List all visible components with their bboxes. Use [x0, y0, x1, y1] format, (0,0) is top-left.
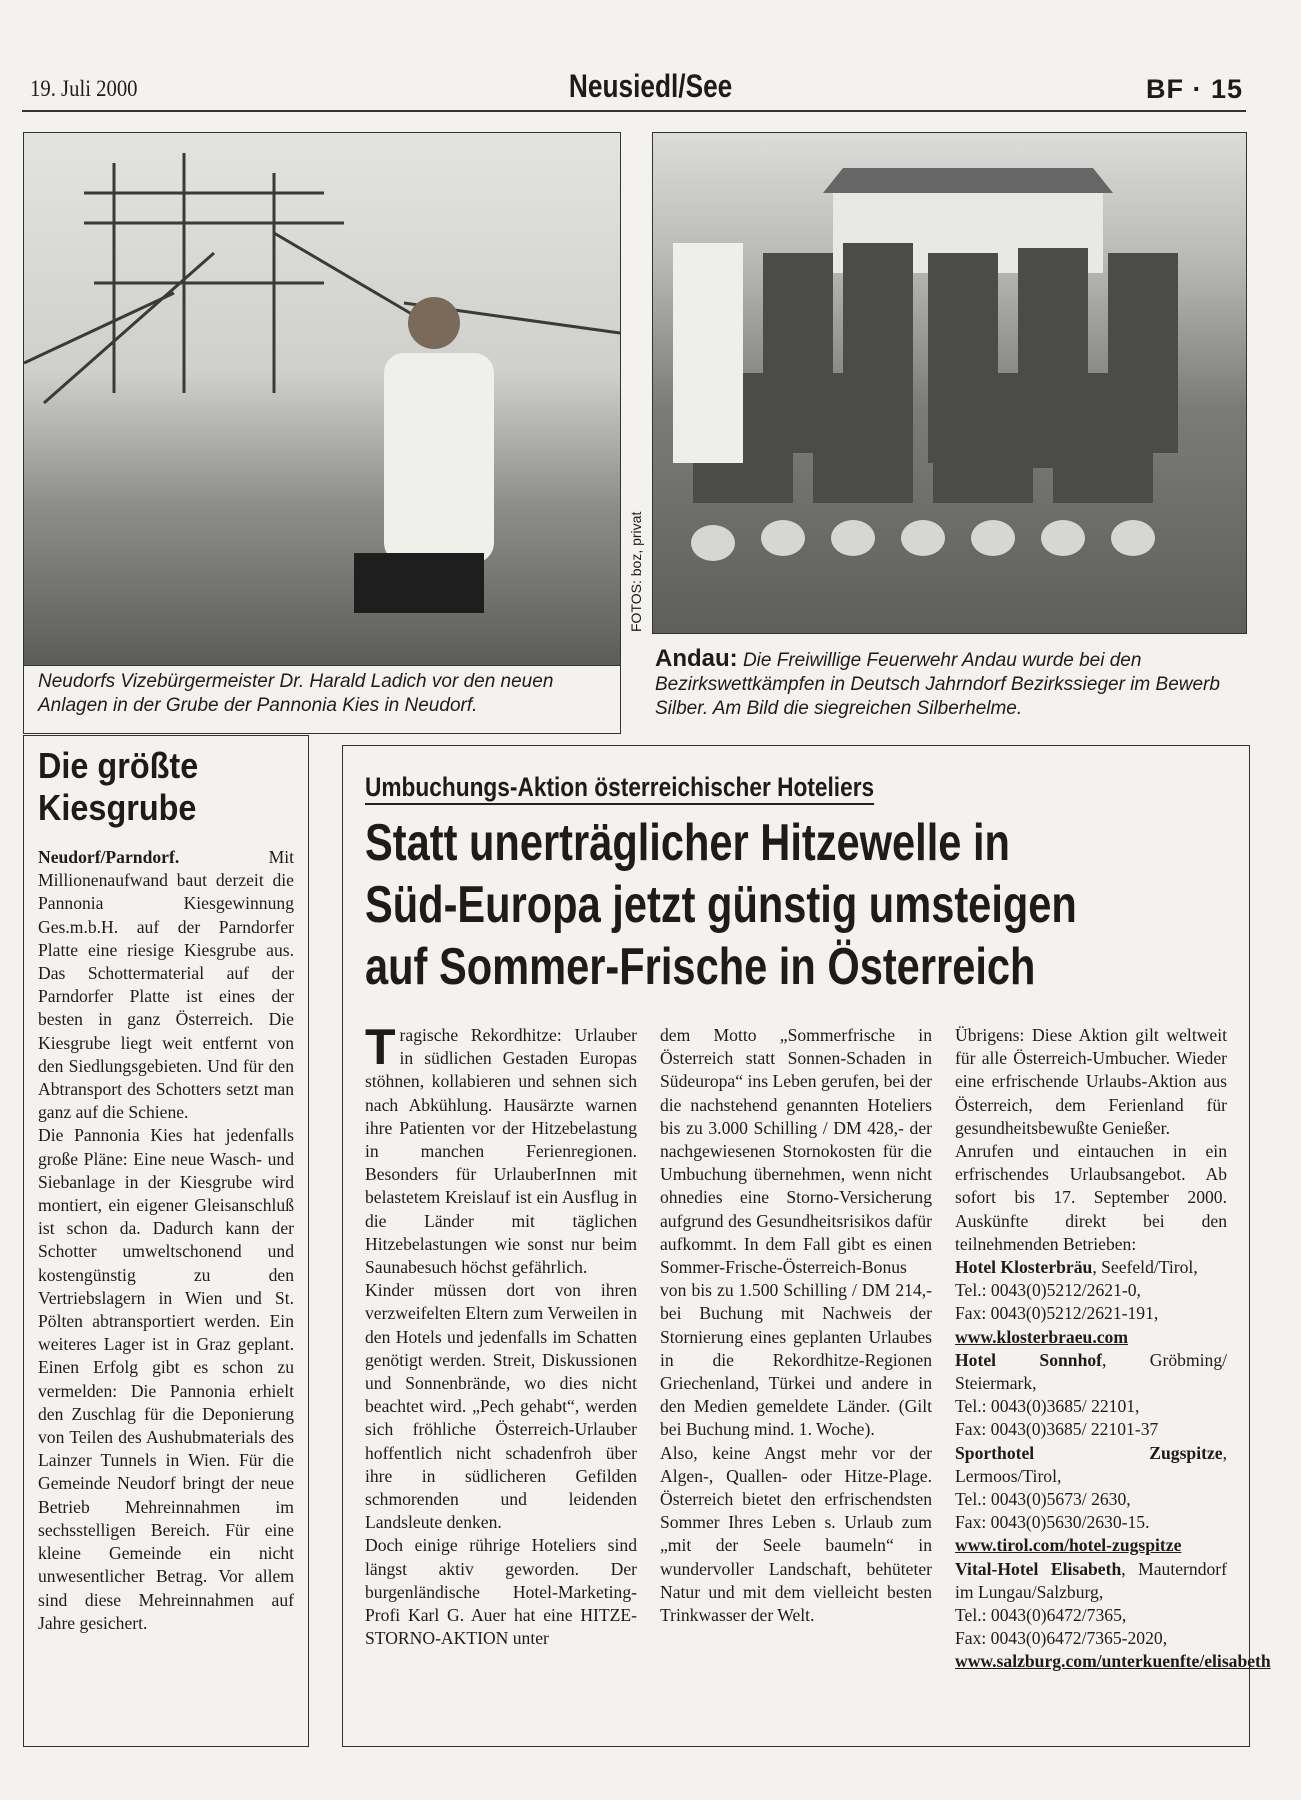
hotel-fax: Fax: 0043(0)6472/7365-2020,	[955, 1628, 1168, 1649]
drop-cap: T	[365, 1019, 396, 1075]
article-kicker: Umbuchungs-Aktion österreichischer Hoteliers	[365, 772, 874, 805]
hotel-entry	[955, 1349, 1227, 1442]
hotel-place: , Lermoos/Tirol,	[955, 1442, 1227, 1486]
hotel-phone: Tel.: 0043(0)6472/7365,	[955, 1605, 1127, 1626]
hotel-fax: Fax: 0043(0)5630/2630-15.	[955, 1512, 1150, 1533]
hotel-phone: Tel.: 0043(0)5673/ 2630,	[955, 1489, 1131, 1510]
headline-line: Die größte	[38, 745, 199, 786]
hotel-name: Hotel Klosterbräu	[955, 1257, 1093, 1278]
headline-line: Süd-Europa jetzt günstig umsteigen	[365, 876, 1077, 934]
left-article-body	[38, 846, 294, 1635]
left-article-headline	[38, 745, 298, 829]
paragraph: Also, keine Angst mehr vor der Algen-, Quallen- oder Hitze-Plage. Österreich bietet den erfrischendsten Sommer Ihres Leben s. Urlaub zum „mit der Seele baumeln“ in wundervoller Landschaft, behüteter Natur und mit dem vielleicht besten Trinkwasser der Welt.	[660, 1442, 932, 1626]
fire-brigade-illustration	[653, 133, 1246, 633]
hotel-name-line	[955, 1442, 1227, 1488]
hotel-website-link[interactable]: www.salzburg.com/unterkuenfte/elisabeth	[955, 1651, 1271, 1672]
hotel-phone: Tel.: 0043(0)3685/ 22101,	[955, 1396, 1140, 1417]
page-number: BF · 15	[1145, 74, 1243, 104]
fire-brigade-photo	[652, 132, 1247, 634]
hotel-entry	[955, 1256, 1227, 1349]
main-headline	[365, 812, 1255, 998]
caption-place: Andau:	[655, 645, 738, 672]
hotel-name-line	[955, 1256, 1227, 1279]
paragraph: Kinder müssen dort von ihren verzweifelten Eltern zum Verweilen in den Hotels und jedenfalls im Schatten genötigt werden. Streit, Diskussionen und Sonnenbrände, wo dies nicht beachtet wird. „Pech gehabt“, werden sich fröhliche Österreich-Urlauber hoffentlich nicht schadenfroh über ihre in südlicheren Gefilden schmorenden und leidenden Landsleute denken.	[365, 1280, 637, 1533]
hotel-place: , Seefeld/Tirol,	[1092, 1257, 1198, 1278]
hotel-entry	[955, 1442, 1227, 1558]
hotel-name: Sporthotel Zugspitze	[955, 1442, 1223, 1463]
hotel-place: , Gröbming/ Steiermark,	[955, 1349, 1228, 1394]
photo-caption-andau	[655, 647, 1245, 721]
photo-credit: FOTOS: boz, privat	[628, 511, 644, 632]
section-title	[0, 68, 1301, 105]
hotel-website-link[interactable]: www.tirol.com/hotel-zugspitze	[955, 1535, 1182, 1556]
article-column-1	[365, 1019, 637, 1650]
paragraph: dem Motto „Sommerfrische in Österreich statt Sonnen-Schaden in Südeuropa“ ins Leben gerufen, bei der die nachstehend genannten Hoteliers bis zu 3.000 Schilling / DM 428,- der nachgewiesenen Stornokosten für die Umbuchung übernehmen, wenn nicht ohnedies eine Storno-Versicherung aufgrund des Gesundheitsrisikos dafür aufkommt. In dem Fall gibt es einen Sommer-Frische-Österreich-Bonus von bis zu 1.500 Schilling / DM 214,- bei Buchung mit Nachweis der Stornierung eines geplanten Urlaubes in die Rekordhitze-Regionen Griechenland, Türkei und andere in den Medien gemeldete Länder. (Gilt bei Buchung mind. 1. Woche).	[660, 1025, 932, 1440]
header-rule	[22, 110, 1246, 112]
paragraph: Anrufen und eintauchen in ein erfrischendes Urlaubsangebot. Ab sofort bis 17. September 2000. Auskünfte direkt bei den teilnehmenden Betrieben:	[955, 1141, 1227, 1254]
gravel-pit-illustration	[24, 133, 620, 665]
hotel-phone: Tel.: 0043(0)5212/2621-0,	[955, 1280, 1141, 1301]
issue-date: 19. Juli 2000	[30, 76, 138, 101]
paragraph: Doch einige rührige Hoteliers sind längst aktiv geworden. Der burgenländische Hotel-Marketing-Profi Karl G. Auer hat eine HITZE-STORNO-AKTION unter	[365, 1535, 637, 1649]
headline-line: Statt unerträglicher Hitzewelle in	[365, 814, 1010, 872]
photo-caption-neudorf: Neudorfs Vizebürgermeister Dr. Harald Ladich vor den neuen Anlagen in der Grube der Pannonia Kies in Neudorf.	[38, 671, 554, 716]
section-title-text: Neusiedl/See	[568, 68, 733, 104]
paragraph-text: Mit Millionenaufwand baut derzeit die Pannonia Kiesgewinnung Ges.m.b.H. auf der Parndorfer Platte eine riesige Kiesgrube aus. Das Schottermaterial auf der Parndorfer Platte ist eines der besten in ganz Österreich. Die Kiesgrube liegt weit entfernt von den Siedlungsgebieten. Und für den Abtransport des Schotters setzt man ganz auf die Schiene.	[38, 847, 294, 1123]
dateline: Neudorf/Parndorf.	[38, 847, 180, 867]
article-column-2	[660, 1024, 932, 1627]
hotel-list	[955, 1256, 1271, 1674]
headline-line: auf Sommer-Frische in Österreich	[365, 938, 1036, 996]
paragraph: Übrigens: Diese Aktion gilt weltweit für alle Österreich-Umbucher. Wieder eine erfrischende Urlaubs-Aktion aus Österreich, dem Ferienland für gesundheitsbewußte Genießer.	[955, 1025, 1227, 1138]
hotel-fax: Fax: 0043(0)5212/2621-191,	[955, 1303, 1159, 1324]
hotel-entry	[955, 1558, 1271, 1674]
hotel-name: Vital-Hotel Elisabeth	[955, 1558, 1122, 1579]
hotel-name-line	[955, 1558, 1227, 1604]
paragraph	[38, 846, 294, 1124]
hotel-website-link[interactable]: www.klosterbraeu.com	[955, 1326, 1128, 1347]
hotel-name: Hotel Sonnhof	[955, 1349, 1103, 1370]
hotel-fax: Fax: 0043(0)3685/ 22101-37	[955, 1419, 1159, 1440]
hotel-place: , Mauterndorf im Lungau/Salzburg,	[955, 1558, 1227, 1602]
headline-line: Kiesgrube	[38, 787, 197, 828]
gravel-pit-photo	[23, 132, 621, 666]
caption-text: Die Freiwillige Feuerwehr Andau wurde bei den Bezirkswettkämpfen in Deutsch Jahrndorf Bezirkssieger im Bewerb Silber. Am Bild die siegreichen Silberhelme.	[655, 650, 1220, 719]
hotel-name-line	[955, 1349, 1227, 1395]
article-column-3	[955, 1024, 1271, 1674]
paragraph: Die Pannonia Kies hat jedenfalls große Pläne: Eine neue Wasch- und Siebanlage in der Kiesgrube wird montiert, ein eigener Gleisanschluß ist schon da. Dadurch kann der Schotter umweltschonend und kostengünstig zu den Vertriebslagern in Wien und St. Pölten abtransportiert werden. Ein weiteres Lager ist in Graz geplant. Einen Erfolg gibt es schon zu vermelden: Die Pannonia erhielt den Zuschlag für die Deponierung von Teilen des Aushubmaterials des Lainzer Tunnels in Wien. Für die Gemeinde Neudorf bringt der neue Betrieb Mehreinnahmen im sechsstelligen Bereich. Für eine kleine Gemeinde ein nicht unwesentlicher Betrag. Vor allem sind diese Mehreinnahmen auf Jahre gesichert.	[38, 1125, 294, 1633]
paragraph-text: ragische Rekordhitze: Urlauber in südlichen Gestaden Europas stöhnen, kollabieren und sehnen sich nach Abkühlung. Hausärzte warnen ihre Patienten vor der Hitzebelastung in manchen Ferienregionen. Besonders für UrlauberInnen mit belastetem Kreislauf ist ein Ausflug in die Länder mit täglichen Hitzebelastungen wie sonst nur beim Saunabesuch höchst gefährlich.	[365, 1025, 637, 1278]
paragraph	[365, 1019, 637, 1279]
